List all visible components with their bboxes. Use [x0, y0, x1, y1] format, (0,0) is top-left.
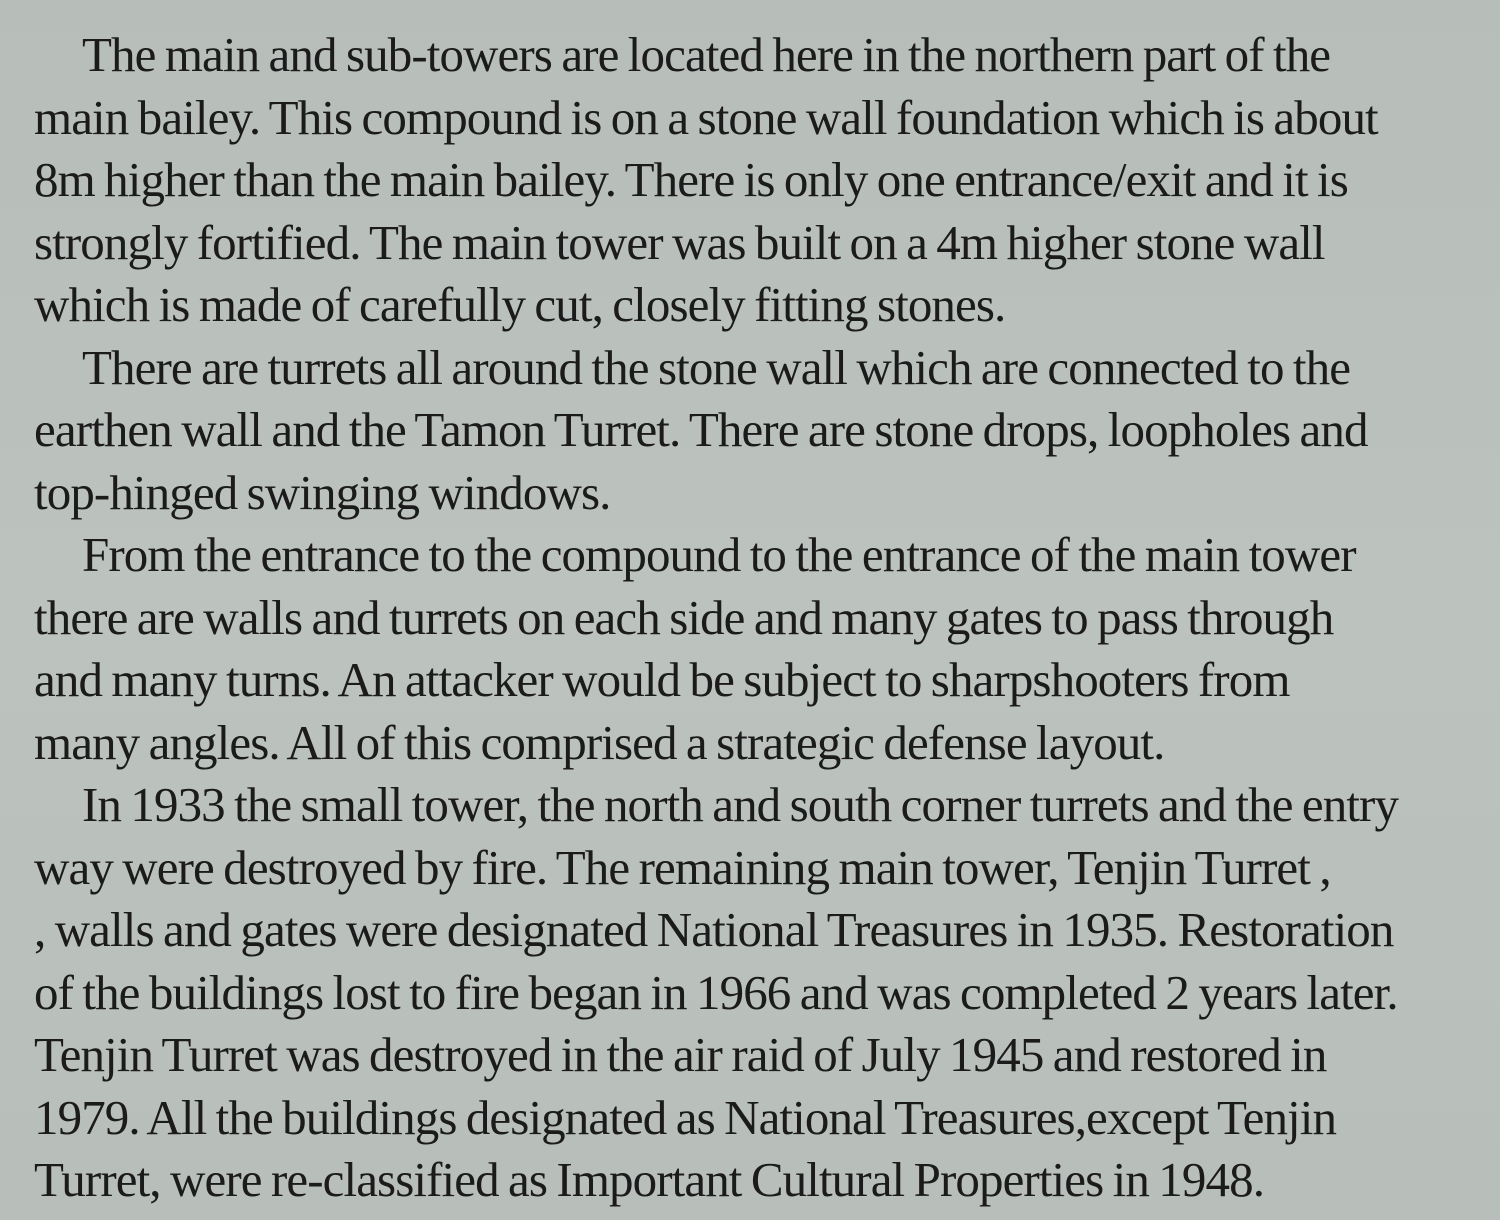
paragraph-defense-layout — [0, 524, 1500, 774]
text-line: Turret, were re-classified as Important Cultural Properties in 1948. — [34, 1152, 1265, 1207]
text-line: 1979. All the buildings designated as National Treasures,except Tenjin — [34, 1089, 1337, 1145]
text-line: many angles. All of this comprised a strategic defense layout. — [34, 714, 1165, 770]
text-line: there are walls and turrets on each side and many gates to pass through — [34, 589, 1334, 645]
paragraph-main-towers — [0, 24, 1500, 337]
text-line: and many turns. An attacker would be subject to sharpshooters from — [34, 652, 1290, 707]
text-line: top-hinged swinging windows. — [34, 464, 611, 520]
text-line: earthen wall and the Tamon Turret. There are stone drops, loopholes and — [34, 402, 1368, 457]
text-line: way were destroyed by fire. The remaining main tower, Tenjin Turret , — [34, 839, 1331, 895]
text-line: , walls and gates were designated National Treasures in 1935. Restoration — [34, 902, 1394, 957]
text-line: main bailey. This compound is on a stone wall foundation which is about — [34, 89, 1378, 145]
text-line: The main and sub-towers are located here in the northern part of the — [82, 27, 1331, 82]
text-line: From the entrance to the compound to the entrance of the main tower — [82, 527, 1356, 582]
text-line: of the buildings lost to fire began in 1966 and was completed 2 years later. — [34, 964, 1398, 1020]
text-line: strongly fortified. The main tower was built on a 4m higher stone wall — [34, 214, 1325, 270]
text-line: There are turrets all around the stone wall which are connected to the — [82, 339, 1351, 395]
text-line: Tenjin Turret was destroyed in the air raid of July 1945 and restored in — [34, 1027, 1327, 1082]
paragraph-history — [0, 774, 1500, 1212]
text-line: 8m higher than the main bailey. There is only one entrance/exit and it is — [34, 152, 1348, 207]
paragraph-turrets — [0, 337, 1500, 525]
text-line: In 1933 the small tower, the north and south corner turrets and the entry — [82, 777, 1399, 832]
text-line: which is made of carefully cut, closely fitting stones. — [34, 277, 1006, 332]
